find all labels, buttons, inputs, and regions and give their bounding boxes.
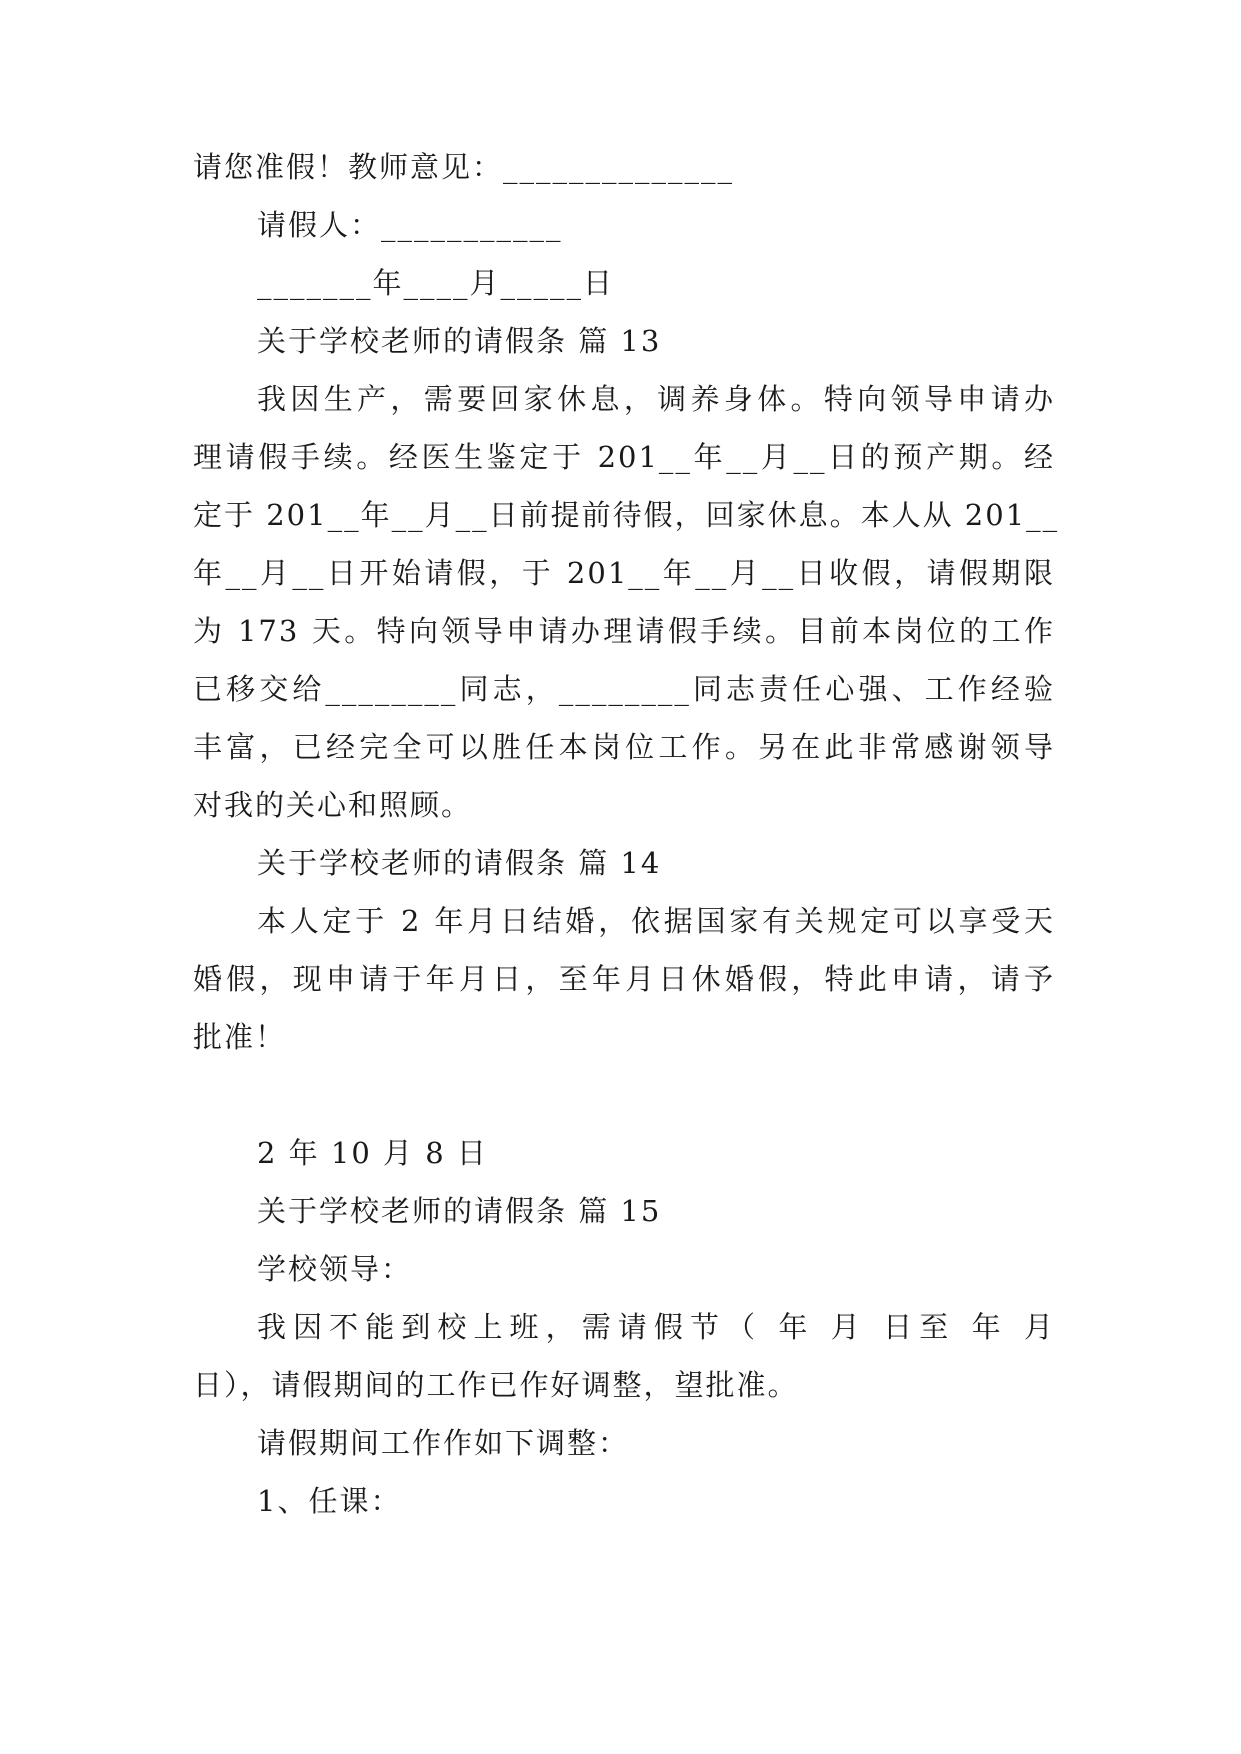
text-line: 为 173 天。特向领导申请办理请假手续。目前本岗位的工作 [193,614,1055,648]
text-line: 本人定于 2 年月日结婚，依据国家有关规定可以享受天 [257,904,1055,938]
text-line: _______年____月_____日 [257,266,615,300]
text-line: 请假期间工作作如下调整： [257,1426,630,1460]
text-line: 批准！ [193,1020,287,1054]
text-line: 已移交给________同志，________同志责任心强、工作经验 [193,672,1055,706]
text-line: 关于学校老师的请假条 篇 13 [257,324,662,358]
text-line: 婚假，现申请于年月日，至年月日休婚假，特此申请，请予 [193,962,1055,996]
text-line: 请您准假！教师意见：______________ [193,150,735,184]
text-line: 学校领导： [257,1252,413,1286]
text-line: 1、任课： [257,1484,402,1518]
text-line: 日），请假期间的工作已作好调整，望批准。 [193,1368,799,1402]
text-line: 定于 201__年__月__日前提前待假，回家休息。本人从 201__ [193,498,1060,532]
text-line: 请假人：___________ [257,208,563,242]
text-line: 我因生产，需要回家休息，调养身体。特向领导申请办 [257,382,1055,416]
text-line: 对我的关心和照顾。 [193,788,473,822]
text-line: 我因不能到校上班，需请假节（ 年 月 日至 年 月 [257,1310,1055,1344]
text-line: 理请假手续。经医生鉴定于 201__年__月__日的预产期。经 [193,440,1055,474]
text-line: 丰富，已经完全可以胜任本岗位工作。另在此非常感谢领导 [193,730,1055,764]
text-line: 年__月__日开始请假，于 201__年__月__日收假，请假期限 [193,556,1055,590]
text-line: 2 年 10 月 8 日 [257,1136,488,1170]
text-line: 关于学校老师的请假条 篇 14 [257,846,662,880]
text-line: 关于学校老师的请假条 篇 15 [257,1194,662,1228]
